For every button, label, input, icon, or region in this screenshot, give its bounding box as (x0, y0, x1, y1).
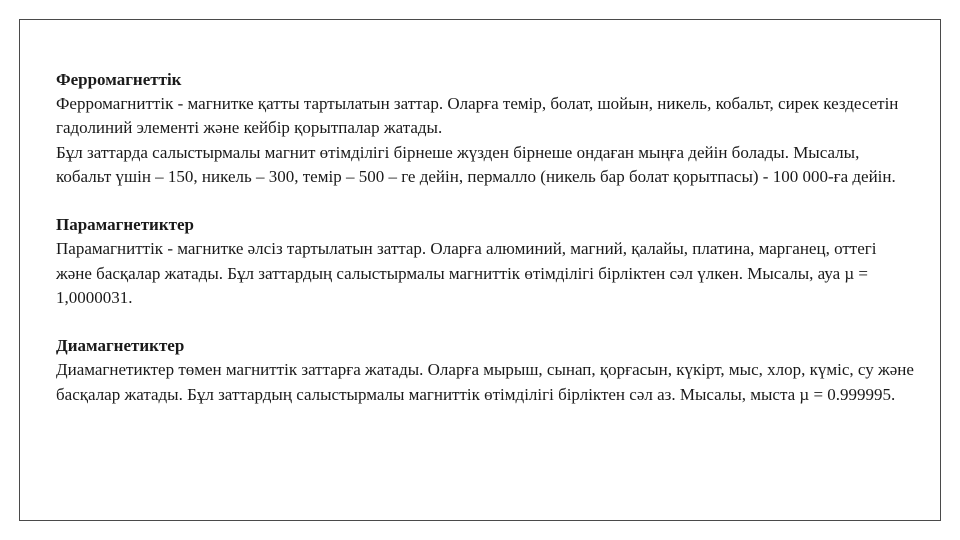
paragraph-ferromagnets-permeability: Бұл заттарда салыстырмалы магнит өтімділігі бірнеше жүзден бірнеше ондаған мыңға дейін болады. Мысалы, кобальт үшін – 150, никель – 300, темір – 500 – ге дейін, пермалло (никель бар болат қорытпасы) - 100 000-ға дейін. (56, 142, 896, 186)
section-paramagnets (56, 213, 916, 310)
section-heading-ferromagnets: Ферромагнеттік (56, 70, 182, 89)
slide-frame (19, 19, 941, 521)
paragraph-paramagnets: Парамагниттік - магнитке әлсіз тартылатын заттар. Оларға алюминий, магний, қалайы, платина, марганец, оттегі және басқалар жатады. Бұл заттардың салыстырмалы магниттік өтімділігі бірліктен сәл үлкен. Мысалы, ауа µ = 1,0000031. (56, 239, 877, 307)
section-ferromagnets (56, 68, 916, 189)
slide-content (56, 68, 916, 431)
paragraph-ferromagnets-definition: Ферромагниттік - магнитке қатты тартылатын заттар. Оларға темір, болат, шойын, никель, кобальт, сирек кездесетін гадолиний элементі және кейбір қорытпалар жатады. (56, 94, 899, 138)
section-heading-diamagnets: Диамагнетиктер (56, 336, 185, 356)
section-diamagnets (56, 334, 916, 407)
section-heading-paramagnets: Парамагнетиктер (56, 215, 194, 235)
paragraph-diamagnets: Диамагнетиктер төмен магниттік заттарға жатады. Оларға мырыш, сынап, қорғасын, күкірт, мыс, хлор, күміс, су және басқалар жатады. Бұл заттардың салыстырмалы магниттік өтімділігі бірліктен сәл аз. Мысалы, мыста µ = 0.999995. (56, 360, 914, 404)
